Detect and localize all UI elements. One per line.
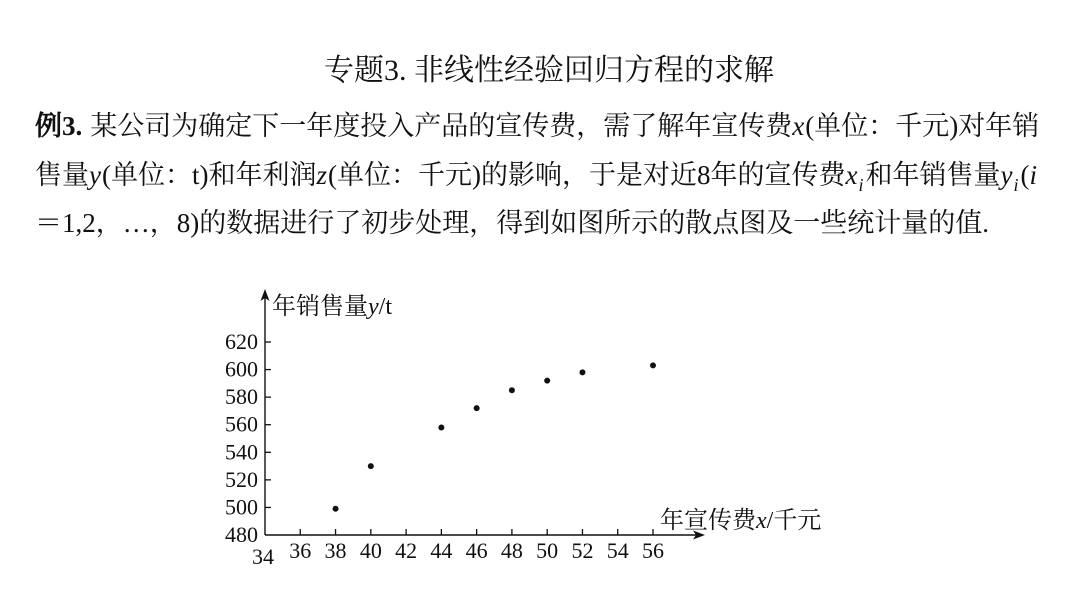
x-tick-label: 52 bbox=[571, 538, 594, 563]
axis-label-text: /t bbox=[378, 294, 392, 320]
problem-text: (单位：千元)对年销 bbox=[805, 111, 1040, 141]
y-tick-label: 580 bbox=[225, 384, 258, 410]
y-tick-label: 600 bbox=[225, 356, 258, 382]
axis-label-text: 年销售量 bbox=[272, 294, 368, 320]
x-tick-label: 46 bbox=[465, 538, 488, 563]
y-tick-label: 620 bbox=[225, 329, 258, 354]
y-tick-label: 480 bbox=[225, 522, 258, 547]
x-tick-label: 48 bbox=[500, 538, 523, 563]
data-point bbox=[368, 463, 374, 469]
data-point bbox=[650, 362, 656, 368]
variable-i: i bbox=[1029, 160, 1037, 190]
subscript-i: i bbox=[858, 175, 864, 195]
x-tick-label: 50 bbox=[536, 538, 559, 563]
y-axis-label bbox=[272, 293, 392, 320]
problem-text: (单位：千元)的影响，于是对近8年的宣传费 bbox=[327, 160, 846, 190]
axes bbox=[265, 298, 696, 535]
problem-text: (单位：t)和年利润 bbox=[101, 160, 317, 190]
axis-label-text: /千元 bbox=[766, 508, 822, 534]
x-tick-label: 42 bbox=[395, 538, 418, 563]
x-tick-label: 54 bbox=[606, 538, 629, 563]
x-tick-label: 56 bbox=[642, 538, 664, 563]
data-point bbox=[474, 405, 480, 411]
x-tick-label: 38 bbox=[324, 538, 347, 563]
problem-line-3 bbox=[35, 205, 989, 241]
problem-text: ( bbox=[1020, 160, 1030, 190]
axis-ticks bbox=[225, 329, 664, 569]
problem-label: 例3. bbox=[35, 111, 83, 141]
problem-text: ＝1,2，…，8)的数据进行了初步处理，得到如图所示的散点图及一些统计量的值. bbox=[35, 208, 989, 238]
variable-x: x bbox=[845, 160, 858, 190]
problem-text: 某公司为确定下一年度投入产品的宣传费，需了解年宣传费 bbox=[90, 111, 793, 141]
variable-y: y bbox=[89, 160, 101, 190]
data-point bbox=[438, 424, 444, 430]
axis-variable: y bbox=[368, 294, 379, 320]
variable-z: z bbox=[316, 160, 327, 190]
problem-text: 售量 bbox=[35, 160, 89, 190]
variable-y: y bbox=[1000, 160, 1013, 190]
page-title: 专题3. 非线性经验回归方程的求解 bbox=[324, 54, 774, 87]
data-point bbox=[509, 387, 515, 393]
subscript-i: i bbox=[1013, 175, 1019, 195]
axis-variable: x bbox=[756, 508, 767, 534]
problem-line-2 bbox=[35, 157, 1038, 193]
x-tick-label: 34 bbox=[252, 544, 274, 569]
data-points bbox=[333, 362, 656, 511]
x-tick-label: 44 bbox=[430, 538, 453, 563]
x-axis-label bbox=[660, 507, 821, 534]
scatter-chart bbox=[180, 280, 840, 580]
x-tick-label: 36 bbox=[289, 538, 312, 563]
y-tick-label: 560 bbox=[225, 411, 258, 437]
y-tick-label: 540 bbox=[225, 439, 258, 465]
y-tick-label: 500 bbox=[225, 494, 258, 520]
data-point bbox=[579, 369, 585, 375]
problem-text: 和年销售量 bbox=[865, 160, 1001, 190]
variable-x: x bbox=[792, 111, 805, 141]
y-tick-label: 520 bbox=[225, 466, 258, 492]
axis-label-text: 年宣传费 bbox=[660, 508, 756, 534]
data-point bbox=[333, 506, 339, 512]
x-tick-label: 40 bbox=[359, 538, 382, 563]
problem-line-1 bbox=[35, 108, 1039, 144]
data-point bbox=[544, 378, 550, 384]
